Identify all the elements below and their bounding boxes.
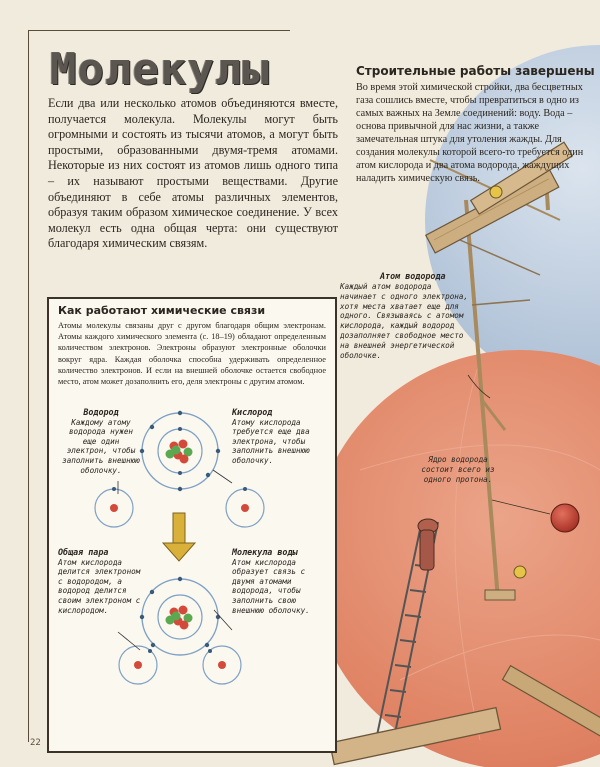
sidebar-text: Во время этой химической стройки, два бесцветных газа сошлись вместе, чтобы превратиться в одно из самых важных на Земле соединений: воду. Вода – основа привычной для нас жизни, а также замечательная штука для утоления жажды. Для создания молекулы которой всего-то требуется один атом кислорода и два атома водорода, жаждущих наладить химическую связь.: [356, 82, 584, 184]
hydrogen-atom-text: Каждый атом водорода начинает с одного электрона, хотя места хватает еще для одного. Связываясь с атомом кислорода, каждый водород дозаполняет свободное место на внешней энергетической оболочке.: [340, 282, 469, 360]
box-text: Атомы молекулы связаны друг с другом благодаря общим электронам. Атомы каждого химического элемента (с. 18–19) обладают определенным количеством электронов. Электроны образуют электронные оболочки вокруг ядра. Каждая оболочка способна удерживать определенное количество электронов. И если на внешней оболочке остается свободное место, атом может дозаполнить его, деля электроны с другим атомом.: [58, 321, 326, 387]
water-molecule-title: Молекула воды: [232, 547, 298, 557]
page-number: 22: [30, 738, 41, 748]
hydrogen-atom-right-bottom: [203, 646, 241, 684]
oxygen-label-title: Кислород: [232, 407, 273, 417]
hydrogen-atom-right-top: [226, 487, 264, 527]
sidebar-heading: Строительные работы завершены: [356, 64, 595, 78]
water-molecule-label: [232, 548, 328, 615]
hydrogen-label-title: Водород: [83, 407, 119, 417]
oxygen-atom-top: [140, 411, 220, 491]
oxygen-label: [232, 408, 328, 466]
box-heading: Как работают химические связи: [58, 304, 266, 317]
shared-pair-title: Общая пара: [58, 547, 109, 557]
oxygen-label-text: Атому кислорода требуется еще два электрона, чтобы заполнить внешнюю оболочку.: [232, 417, 310, 465]
hydrogen-atom-left-top: [95, 487, 133, 527]
intro-paragraph: Если два или несколько атомов объединяются вместе, получается молекула. Молекулы могут быть огромными и состоять из тысячи атомов, а могут быть простыми, образованными двумя-тремя атомами. Некоторые из них состоят из атомов лишь одного типа – их называют простыми веществами. Другие объединяют в себе атомы различных элементов, образуя таким образом химическое соединение. У всех молекул есть одна общая черта: они существуют благодаря химическим связям.: [48, 96, 338, 251]
water-molecule-text: Атом кислорода образует связь с двумя атомами водорода, чтобы заполнить свою внешнюю оболочку.: [232, 557, 310, 615]
hydrogen-atom-left-bottom: [119, 646, 157, 684]
shared-pair-text: Атом кислорода делится электроном с водородом, а водород делится своим электроном с кислородом.: [58, 557, 141, 615]
hydrogen-atom-title: Атом водорода: [380, 271, 446, 281]
nucleus-text: Ядро водорода состоит всего из одного протона.: [421, 455, 495, 484]
shared-pair-label: [58, 548, 142, 615]
hydrogen-label: [60, 408, 142, 475]
hydrogen-label-text: Каждому атому водорода нужен еще один электрон, чтобы заполнить внешнюю оболочку.: [62, 417, 140, 475]
page-title: Молекулы: [50, 44, 270, 95]
oxygen-atom-bottom: [140, 577, 220, 655]
down-arrow: [163, 513, 195, 561]
